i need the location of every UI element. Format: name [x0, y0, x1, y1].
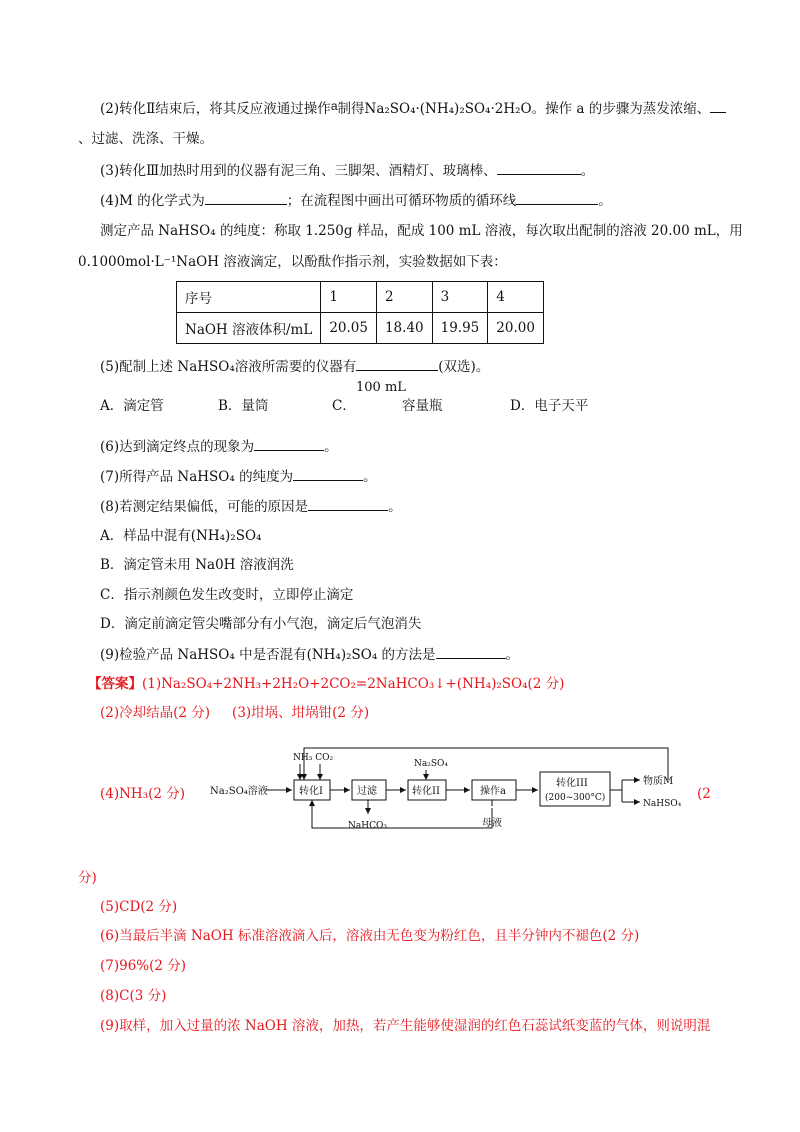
flow-output-nahso4: NaHSO₄	[643, 799, 682, 809]
q4-end: 。	[598, 193, 612, 209]
answer-tag: 【答案】	[88, 676, 142, 692]
answer-2: (2)冷却结晶(2 分)	[100, 705, 211, 721]
q7-line	[100, 466, 377, 487]
flow-mother-liquor: 母液	[482, 818, 502, 829]
answer-9: (9)取样，加入过量的浓 NaOH 溶液，加热，若产生能够使湿润的红色石蕊试纸变蓝的气体，则说明混	[100, 1018, 711, 1034]
q5-option-b[interactable]: B．量筒	[218, 398, 269, 414]
q2-text-c: 。操作 a 的步骤为蒸发浓缩、	[531, 101, 711, 117]
q9-line	[100, 644, 519, 665]
flow-box-2-label: 过滤	[357, 786, 377, 797]
answer-4: (4)NH₃(2 分)	[100, 786, 186, 802]
q2-text: (2)转化Ⅱ结束后，将其反应液通过操作	[100, 101, 331, 117]
flow-box-5-label-2: (200~300°C)	[545, 793, 606, 803]
q6-text: (6)达到滴定终点的现象为	[100, 439, 255, 455]
flow-box-5-label-1: 转化III	[556, 778, 588, 789]
table-cell: 19.95	[432, 313, 488, 344]
answer-7: (7)96%(2 分)	[100, 958, 187, 974]
flow-box-1-label: 转化I	[299, 786, 323, 797]
q5-line	[100, 356, 489, 377]
q3-line	[100, 160, 594, 181]
answer-5: (5)CD(2 分)	[100, 899, 178, 915]
q5-option-c-top: 100 mL	[356, 380, 406, 395]
flow-box-3-label: 转化II	[412, 786, 440, 797]
q6-line	[100, 436, 338, 457]
q8-option-d[interactable]: D．滴定前滴定管尖嘴部分有小气泡，滴定后气泡消失	[100, 616, 422, 632]
q7-text: (7)所得产品 NaHSO₄ 的纯度为	[100, 469, 294, 485]
answer-4-cont: 分)	[78, 870, 97, 886]
answer-1-text: (1)Na₂SO₄+2NH₃+2H₂O+2CO₂=2NaHCO₃↓+(NH₄)₂SO₄(2 分)	[142, 676, 565, 692]
table-row	[177, 313, 544, 344]
flow-byproduct: NaHCO₃	[348, 821, 387, 831]
q5-option-c-bottom: 容量瓶	[402, 398, 443, 414]
q8-text: (8)若测定结果偏低，可能的原因是	[100, 499, 309, 515]
recycle-line-top	[304, 748, 668, 780]
table-cell: NaOH 溶液体积/mL	[177, 313, 321, 344]
q4-blank-2[interactable]	[516, 190, 598, 205]
q9-text: (9)检验产品 NaHSO₄ 中是否混有(NH₄)₂SO₄ 的方法是	[100, 647, 436, 663]
q4-text-b: ；在流程图中画出可循环物质的循环线	[286, 193, 517, 209]
q4-text: (4)M 的化学式为	[100, 193, 205, 209]
process-flowchart	[200, 742, 700, 842]
table-cell: 3	[432, 282, 488, 313]
titration-table	[176, 281, 544, 344]
q2-formula: Na₂SO₄·(NH₄)₂SO₄·2H₂O	[364, 101, 532, 117]
q9-blank[interactable]	[436, 644, 506, 659]
answer-4-tail: (2	[697, 786, 711, 802]
answer-2-3	[100, 703, 369, 723]
flow-reagent-1: NH₃ CO₂	[293, 753, 334, 763]
answer-8: (8)C(3 分)	[100, 988, 167, 1004]
q9-end: 。	[505, 647, 520, 663]
table-cell: 2	[376, 282, 432, 313]
q7-end: 。	[363, 469, 377, 485]
flow-reagent-2: Na₂SO₄	[414, 759, 449, 769]
answer-6: (6)当最后半滴 NaOH 标准溶液滴入后，溶液由无色变为粉红色，且半分钟内不褪色(2 分)	[100, 928, 640, 944]
q8-option-b[interactable]: B．滴定管未用 Na0H 溶液润洗	[100, 557, 294, 573]
q2-line2: 、过滤、洗涤、干燥。	[78, 131, 213, 147]
q6-end: 。	[324, 439, 338, 455]
q3-text: (3)转化Ⅲ加热时用到的仪器有泥三角、三脚架、酒精灯、玻璃棒、	[100, 163, 497, 179]
table-cell: 20.05	[321, 313, 377, 344]
q6-blank[interactable]	[254, 436, 324, 451]
q2-op: a	[330, 99, 338, 113]
table-cell: 4	[488, 282, 544, 313]
q4-blank-1[interactable]	[205, 190, 287, 205]
intro-line1: 测定产品 NaHSO₄ 的纯度：称取 1.250g 样品，配成 100 mL 溶液，每次取出配制的溶液 20.00 mL，用	[100, 223, 743, 239]
flow-input: Na₂SO₄溶液	[210, 786, 268, 797]
q8-option-a[interactable]: A．样品中混有(NH₄)₂SO₄	[100, 528, 262, 544]
q4-line	[100, 190, 612, 211]
q8-end: 。	[388, 499, 402, 515]
recycle-line-bottom	[312, 800, 492, 828]
q8-line	[100, 496, 402, 517]
table-cell: 20.00	[488, 313, 544, 344]
answer-1	[88, 674, 564, 694]
table-cell: 1	[321, 282, 377, 313]
q8-blank[interactable]	[308, 496, 388, 511]
q8-option-c[interactable]: C．指示剂颜色发生改变时，立即停止滴定	[100, 587, 354, 603]
table-cell: 18.40	[376, 313, 432, 344]
table-cell: 序号	[177, 282, 321, 313]
flow-box-4-label: 操作a	[480, 786, 506, 797]
q5-option-c-prefix: C．	[332, 398, 356, 414]
intro-line2: 0.1000mol·L⁻¹NaOH 溶液滴定，以酚酞作指示剂，实验数据如下表：	[78, 254, 507, 270]
q2-blank[interactable]	[710, 98, 726, 113]
q5-option-a[interactable]: A．滴定管	[100, 398, 164, 414]
q2-line1	[100, 96, 726, 119]
q5-blank[interactable]	[356, 356, 438, 371]
q5-end: (双选)。	[438, 359, 490, 375]
table-row	[177, 282, 544, 313]
q2-text-b: 制得	[337, 101, 365, 117]
q7-blank[interactable]	[293, 466, 363, 481]
q5-text: (5)配制上述 NaHSO₄溶液所需要的仪器有	[100, 359, 357, 375]
q3-blank[interactable]	[497, 160, 581, 175]
q3-end: 。	[580, 163, 595, 179]
q5-option-d[interactable]: D．电子天平	[510, 398, 589, 414]
flow-output-m: 物质M	[643, 776, 674, 787]
answer-3: (3)坩埚、坩埚钳(2 分)	[232, 705, 370, 721]
